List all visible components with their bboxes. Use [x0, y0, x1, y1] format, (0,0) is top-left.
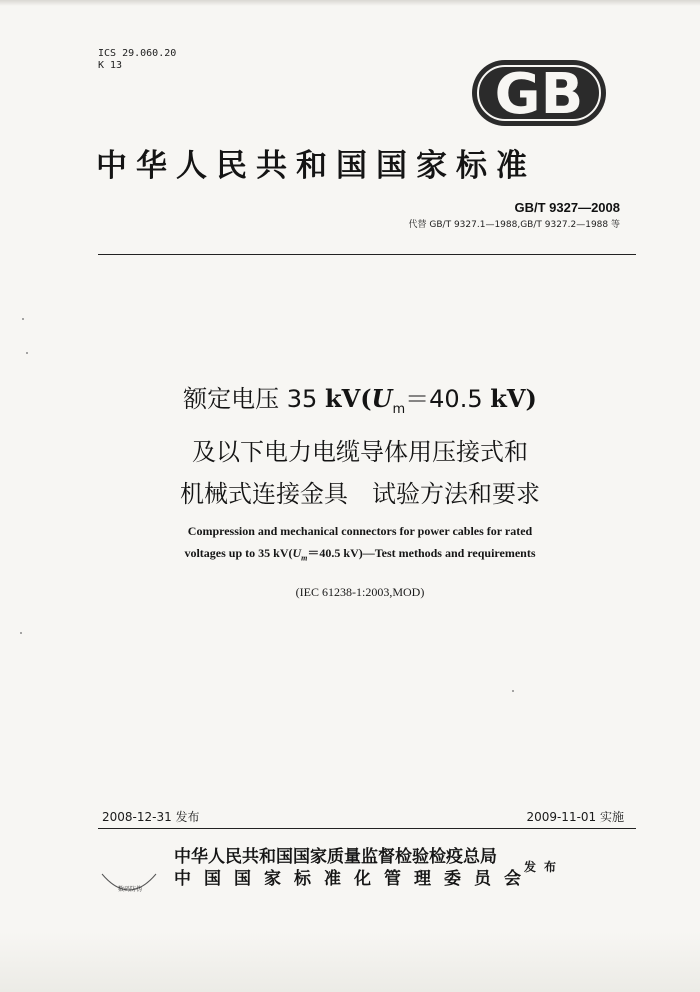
title-en-line2 — [100, 542, 620, 569]
ics-classification — [98, 48, 176, 72]
title-en-l2-pre: voltages up to 35 kV( — [184, 546, 293, 560]
title-en-var-sub: m — [301, 553, 308, 563]
title-cn-line1 — [100, 378, 620, 431]
title-cn-l1-pre: 额定电压 35 — [183, 385, 325, 413]
title-cn-l1-var: U — [371, 384, 393, 413]
issuer-line1: 中华人民共和国国家质量监督检验检疫总局 — [174, 847, 497, 867]
implementation-date: 2009-11-01 实施 — [526, 810, 624, 824]
title-chinese — [100, 378, 620, 515]
title-cn-l1-sub: m — [392, 401, 406, 417]
title-cn-line2: 及以下电力电缆导体用压接式和 — [192, 437, 528, 466]
title-cn-line3: 机械式连接金具 试验方法和要求 — [180, 479, 540, 508]
scan-edge-top — [0, 0, 700, 6]
title-en-l2-var — [292, 546, 308, 563]
issue-date: 2008-12-31 发布 — [102, 810, 200, 824]
replaces-note: 代替 GB/T 9327.1—1988,GB/T 9327.2—1988 等 — [408, 220, 620, 230]
divider-bottom — [98, 828, 636, 829]
scan-speck — [22, 318, 24, 320]
scan-speck — [20, 632, 22, 634]
publish-label: 发布 — [524, 860, 565, 874]
iec-reference: (IEC 61238-1:2003,MOD) — [295, 585, 425, 599]
title-english — [100, 520, 620, 569]
title-cn-l1-mid: ＝40.5 — [405, 385, 491, 413]
issuer-line2: 中国国家标准化管理委员会 — [174, 869, 534, 889]
gb-logo-icon — [470, 58, 608, 128]
title-cn-l1-end: kV) — [490, 384, 537, 413]
title-en-l2-post: ＝40.5 kV)—Test methods and requirements — [307, 546, 536, 560]
issuing-authorities — [174, 846, 534, 890]
standard-number: GB/T 9327—2008 — [514, 200, 620, 215]
ics-code: ICS 29.060.20 — [98, 48, 177, 59]
gb-logo-text: GB — [494, 62, 584, 127]
stamp-label: 数码防伪 — [117, 886, 142, 893]
title-en-var-letter: U — [292, 546, 302, 560]
scan-edge-bottom — [0, 932, 700, 992]
ccs-code: K 13 — [98, 60, 123, 71]
title-cn-l1-unit: kV( — [324, 384, 372, 413]
scan-speck — [512, 690, 514, 692]
divider-top — [98, 254, 636, 255]
scan-speck — [26, 352, 28, 354]
title-en-line1: Compression and mechanical connectors for power cables for rated — [187, 524, 533, 538]
header-title: 中华人民共和国国家标准 — [96, 148, 536, 184]
